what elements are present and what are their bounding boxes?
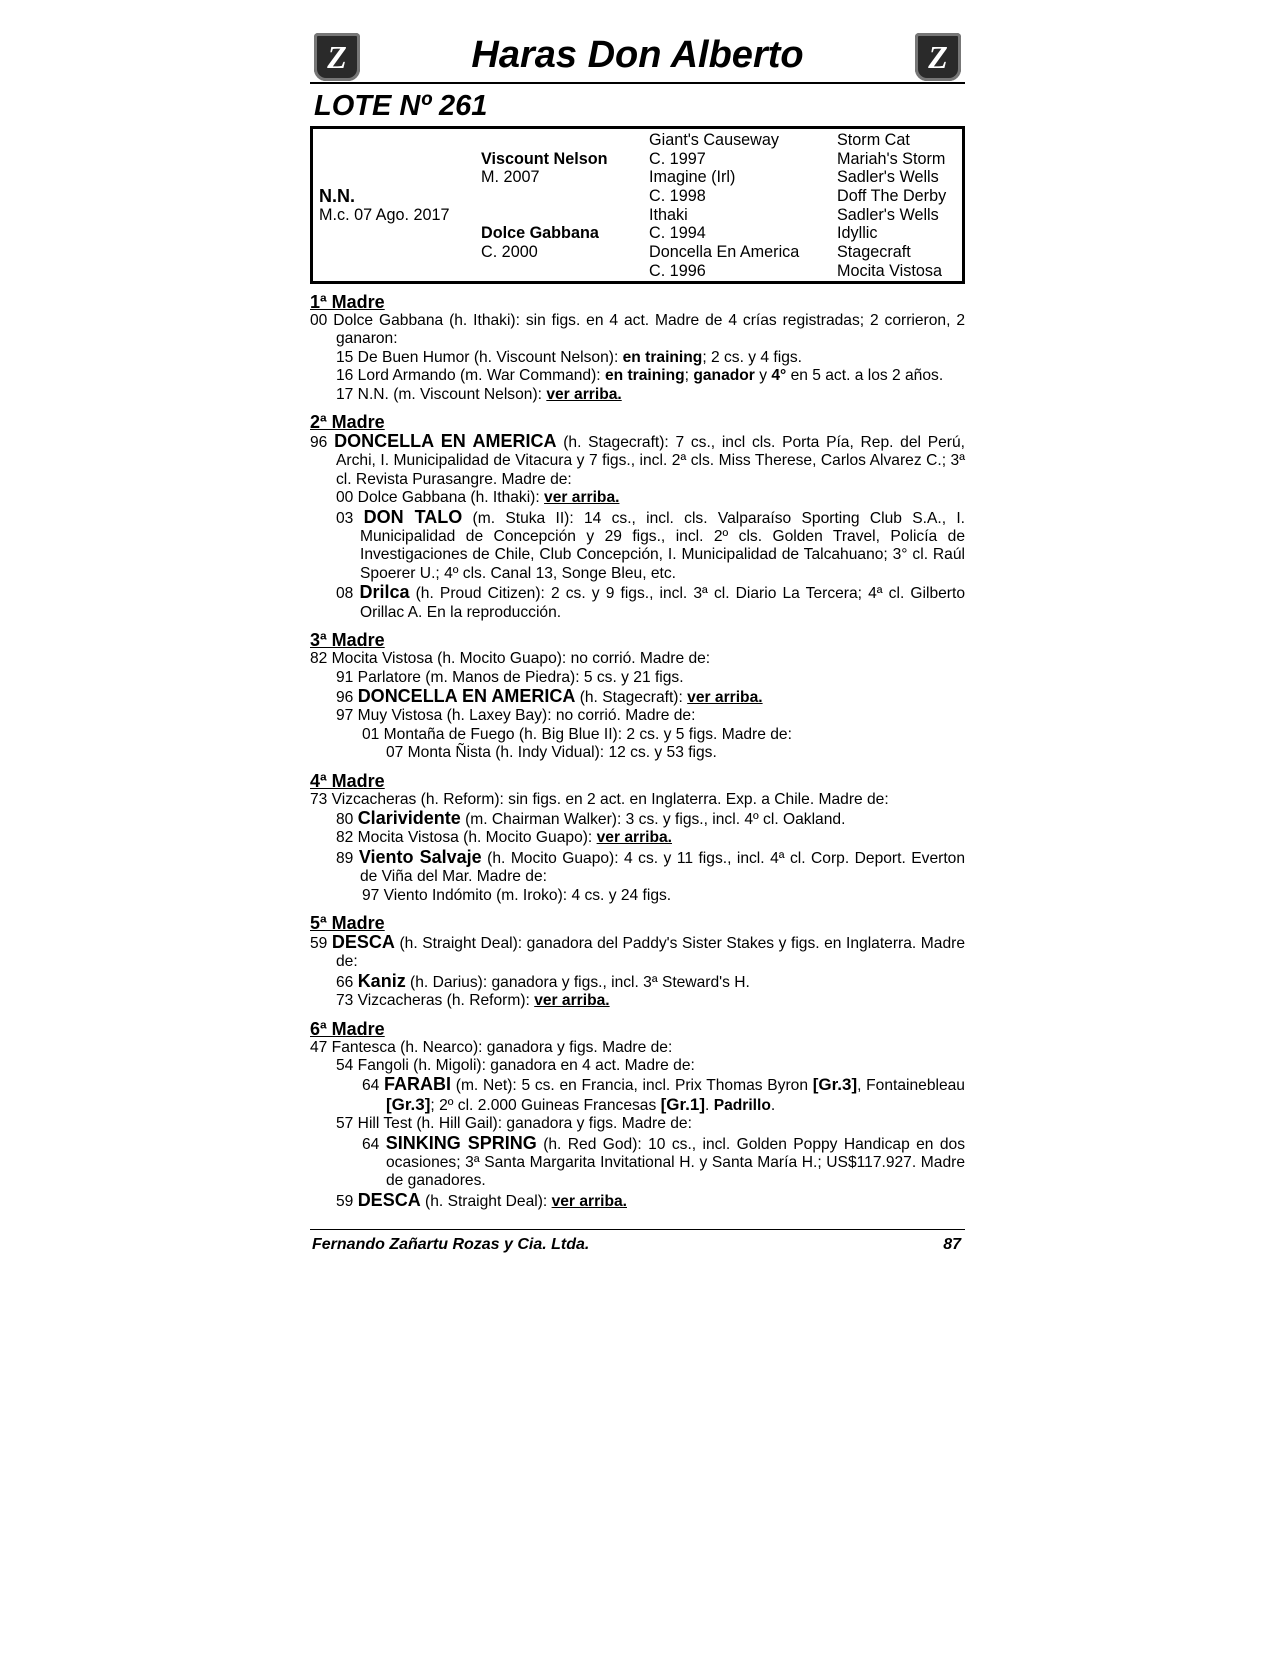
pedigree-grandparents bbox=[649, 131, 799, 281]
entry: 59 DESCA (h. Straight Deal): ver arriba. bbox=[336, 1189, 627, 1210]
section-heading: 6ª Madre bbox=[310, 1018, 385, 1039]
entry: 91 Parlatore (m. Manos de Piedra): 5 cs. y 21 figs. bbox=[336, 668, 684, 686]
section-heading: 1ª Madre bbox=[310, 292, 385, 312]
entry: 64 FARABI (m. Net): 5 cs. en Francia, incl. Prix Thomas Byron [Gr.3], Fontainebleau [Gr.3]; 2º cl. 2.000 Guineas Francesas [Gr.1]. Padrillo. bbox=[362, 1074, 965, 1114]
grandsire-1: Giant's Causeway bbox=[649, 131, 779, 149]
entry: 01 Montaña de Fuego (h. Big Blue II): 2 cs. y 5 figs. Madre de: bbox=[362, 725, 792, 743]
ggp-3: Sadler's Wells bbox=[837, 168, 939, 187]
lot-number: LOTE Nº 261 bbox=[314, 90, 488, 122]
ggp-2: Mariah's Storm bbox=[837, 149, 946, 168]
entry: 59 DESCA (h. Straight Deal): ganadora del Paddy's Sister Stakes y figs. en Inglaterra. Madre de: bbox=[310, 931, 965, 971]
entry: 08 Drilca (h. Proud Citizen): 2 cs. y 9 figs., incl. 3ª cl. Diario La Tercera; 4ª cl. Gilberto Orillac A. En la reproducción. bbox=[336, 582, 965, 621]
grandsire-2: Ithaki bbox=[649, 205, 688, 224]
entry: 73 Vizcacheras (h. Reform): ver arriba. bbox=[336, 992, 610, 1010]
entry: 96 DONCELLA EN AMERICA (h. Stagecraft): ver arriba. bbox=[336, 685, 763, 706]
entry: 82 Mocita Vistosa (h. Mocito Guapo): ver arriba. bbox=[336, 829, 673, 847]
section-heading: 4ª Madre bbox=[310, 770, 385, 791]
page-title: Haras Don Alberto bbox=[471, 34, 804, 76]
pedigree-parents bbox=[481, 131, 608, 262]
section-heading: 2ª Madre bbox=[310, 412, 385, 433]
pedigree-table bbox=[310, 126, 965, 284]
dam-line bbox=[310, 292, 965, 1211]
logo-left: Z bbox=[314, 33, 360, 81]
entry: 73 Vizcacheras (h. Reform): sin figs. en 2 act. en Inglaterra. Exp. a Chile. Madre de: bbox=[310, 790, 889, 808]
logo-right: Z bbox=[915, 33, 961, 81]
entry: 80 Clarividente (m. Chairman Walker): 3 cs. y figs., incl. 4º cl. Oakland. bbox=[336, 807, 846, 828]
horse-desc: M.c. 07 Ago. 2017 bbox=[319, 205, 450, 224]
ggp-5: Sadler's Wells bbox=[837, 205, 939, 224]
catalog-page bbox=[310, 30, 965, 1262]
entry: 54 Fangoli (h. Migoli): ganadora en 4 act. Madre de: bbox=[336, 1057, 695, 1074]
section-heading: 5ª Madre bbox=[310, 912, 385, 933]
entry: 00 Dolce Gabbana (h. Ithaki): sin figs. en 4 act. Madre de 4 crías registradas; 2 corrieron, 2 ganaron: bbox=[310, 312, 965, 348]
footer-company: Fernando Zañartu Rozas y Cia. Ltda. bbox=[312, 1236, 590, 1254]
page-number: 87 bbox=[943, 1236, 961, 1254]
grandsire-2-desc: C. 1994 bbox=[649, 224, 706, 243]
pedigree-horse bbox=[319, 131, 450, 224]
entry: 47 Fantesca (h. Nearco): ganadora y figs. Madre de: bbox=[310, 1038, 673, 1056]
dam-name: Dolce Gabbana bbox=[481, 224, 599, 243]
entry: 57 Hill Test (h. Hill Gail): ganadora y figs. Madre de: bbox=[336, 1115, 692, 1133]
entry: 96 DONCELLA EN AMERICA (h. Stagecraft): 7 cs., incl cls. Porta Pía, Rep. del Perú, Archi, I. Municipalidad de Vitacura y 7 figs., incl. 2ª cls. Miss Therese, Carlos Alvarez C.; 3ª cl. Revista Purasangre. Madre de: bbox=[310, 431, 965, 488]
granddam-1-desc: C. 1998 bbox=[649, 187, 706, 206]
entry: 17 N.N. (m. Viscount Nelson): ver arriba. bbox=[336, 385, 622, 403]
entry: 03 DON TALO (m. Stuka II): 14 cs., incl. cls. Valparaíso Sporting Club S.A., I. Municipalidad de Concepción y 29 figs., incl. 2º cls. Golden Travel, Policía de Investigaciones de Chile, Club Concepción, I. Municipalidad de Talcahuano; 3° cl. Raúl Spoerer U.; 4º cls. Canal 13, Songe Bleu, etc. bbox=[336, 506, 965, 582]
sire-name: Viscount Nelson bbox=[481, 149, 608, 168]
section-heading: 3ª Madre bbox=[310, 630, 385, 651]
ggp-7: Stagecraft bbox=[837, 243, 911, 262]
grandsire-1-desc: C. 1997 bbox=[649, 149, 706, 168]
entry: 97 Viento Indómito (m. Iroko): 4 cs. y 24 figs. bbox=[362, 886, 672, 904]
entry: 64 SINKING SPRING (h. Red God): 10 cs., incl. Golden Poppy Handicap en dos ocasiones; 3ª Santa Margarita Invitational H. y Santa María H.; US$117.927. Madre de ganadores. bbox=[362, 1132, 965, 1190]
granddam-2-desc: C. 1996 bbox=[649, 261, 706, 280]
dam-desc: C. 2000 bbox=[481, 243, 538, 262]
granddam-1: Imagine (Irl) bbox=[649, 168, 736, 187]
ggp-4: Doff The Derby bbox=[837, 187, 947, 206]
sire-desc: M. 2007 bbox=[481, 168, 540, 187]
entry: 82 Mocita Vistosa (h. Mocito Guapo): no corrió. Madre de: bbox=[310, 650, 711, 668]
ggp-8: Mocita Vistosa bbox=[837, 261, 942, 280]
horse-name: N.N. bbox=[319, 186, 355, 207]
ggp-1: Storm Cat bbox=[837, 131, 910, 149]
pedigree-great-grandparents bbox=[837, 131, 946, 281]
entry: 15 De Buen Humor (h. Viscount Nelson): en training; 2 cs. y 4 figs. bbox=[336, 348, 802, 366]
ggp-6: Idyllic bbox=[837, 224, 878, 243]
granddam-2: Doncella En America bbox=[649, 243, 800, 262]
entry: 66 Kaniz (h. Darius): ganadora y figs., incl. 3ª Steward's H. bbox=[336, 970, 750, 991]
entry: 97 Muy Vistosa (h. Laxey Bay): no corrió. Madre de: bbox=[336, 707, 696, 725]
page-header bbox=[310, 30, 965, 84]
entry: 16 Lord Armando (m. War Command): en training; ganador y 4° en 5 act. a los 2 años. bbox=[336, 367, 944, 385]
entry: 00 Dolce Gabbana (h. Ithaki): ver arriba. bbox=[336, 489, 620, 507]
entry: 07 Monta Ñista (h. Indy Vidual): 12 cs. y 53 figs. bbox=[386, 744, 717, 762]
page-footer bbox=[310, 1229, 965, 1262]
entry: 89 Viento Salvaje (h. Mocito Guapo): 4 cs. y 11 figs., incl. 4ª cl. Corp. Deport. Everton de Viña del Mar. Madre de: bbox=[336, 846, 965, 886]
